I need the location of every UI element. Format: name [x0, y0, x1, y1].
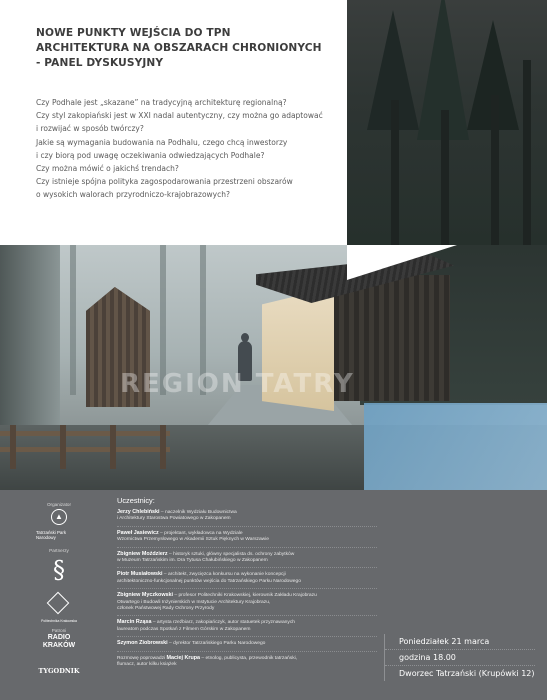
participants-list: [117, 496, 377, 675]
question-line: Czy styl zakopiański jest w XXI nadal autentyczny, czy można go adaptować: [36, 111, 323, 121]
participant-entry: [117, 530, 377, 548]
participant-entry: [117, 592, 377, 616]
question-line: Jakie są wymagania budowania na Podhalu, czego chcą inwestorzy: [36, 137, 288, 147]
event-time: godzina 18.00: [385, 650, 535, 666]
tygodnik-logo: TYGODNIK: [38, 667, 80, 675]
participant-entry: [117, 551, 377, 569]
poster-title: [36, 26, 336, 71]
participant-name: Szymon Ziobrowski: [117, 640, 168, 647]
participant-entry: [117, 619, 377, 637]
question-line: i czy biorą pod uwagę oczekiwania odwiedzających Podhale?: [36, 150, 265, 160]
patrons-label: Patroni: [51, 628, 67, 633]
participant-description: – profesor Politechniki Krakowskiej, kierownik Zakładu Krajobrazu Otwartego i Budowli Inżynierskich w Instytucie Architektury Krajobrazu, członek Państwowej Rady Ochrony Przyrody: [117, 593, 317, 612]
blue-overlay: [364, 403, 547, 490]
participant-name: Zbigniew Moździerz: [117, 550, 168, 557]
participant-name: Piotr Musiałowski: [117, 571, 163, 578]
participant-entry: [117, 571, 377, 589]
tpn-logo: [34, 508, 84, 540]
pk-logo: [34, 594, 84, 623]
sponsors-sidebar: [14, 490, 104, 700]
title-line: - PANEL DYSKUSYJNY: [36, 57, 164, 69]
participant-description: – architekt, zwycięzca konkursu na wykonanie koncepcji architektoniczno-funkcjonalnej punktów wejścia do Tatrzańskiego Parku Narodowego: [117, 572, 301, 584]
event-date: Poniedziałek 21 marca: [385, 634, 535, 650]
participant-name: Marcin Rząsa: [117, 619, 152, 626]
discussion-questions: [36, 96, 336, 202]
radio-logo-line: KRAKÓW: [42, 642, 76, 649]
watermark: REGION TATRY: [120, 369, 355, 399]
tpn-logo-text: Tatrzański Park Narodowy: [36, 529, 67, 540]
wooden-fence: [0, 425, 170, 469]
participant-description: – naczelnik Wydziału Budownictwa i Architektury Starostwa Powiatowego w Zakopanem: [117, 510, 237, 522]
sarp-logo: [34, 556, 84, 588]
moderator-entry: [117, 655, 377, 672]
title-line: ARCHITEKTURA NA OBSZARACH CHRONIONYCH: [36, 42, 322, 54]
organizer-label: Organizator: [46, 502, 71, 507]
participant-name: Jerzy Chlebiński: [117, 509, 160, 515]
radio-krakow-logo: [34, 634, 84, 650]
participant-description: – projektant, wykładowca na Wydziale Wzornictwa Przemysłowego w Akademii Sztuk Pięknych w Warszawie: [117, 530, 270, 543]
participants-heading: Uczestnicy:: [117, 496, 155, 505]
radio-logo-line: RADIO: [47, 634, 71, 641]
forest-photo: [347, 0, 547, 245]
question-line: Czy Podhale jest „skazane” na tradycyjną architekturę regionalną?: [36, 98, 287, 107]
participant-description: – artysta rzeźbiarz, zakopiańczyk, autor statuetek przyznawanych laureatom podczas Spotkań z Filmem Górskim w Zakopanem: [117, 620, 295, 632]
participant-entry: [117, 509, 377, 527]
participant-description: – historyk sztuki, główny specjalista ds. ochrony zabytków w Muzeum Tatrzańskim im. Dra Tytusa Chałubińskiego w Zakopanem: [117, 551, 295, 564]
tpn-emblem-icon: ▲: [51, 509, 67, 525]
participant-description: – dyrektor Tatrzańskiego Parku Narodowego: [168, 641, 266, 647]
architecture-visualization: [0, 245, 547, 490]
moderator-name: Maciej Krupa: [166, 654, 201, 661]
event-details: [384, 634, 535, 681]
question-line: i rozwijać w sposób twórczy?: [36, 124, 144, 134]
title-line: NOWE PUNKTY WEJŚCIA DO TPN: [36, 27, 231, 39]
question-line: Czy istnieje spójna polityka zagospodarowania przestrzeni obszarów: [36, 177, 293, 187]
participant-entry: [117, 640, 377, 651]
participant-name: Zbigniew Myczkowski: [117, 592, 174, 599]
info-section: [0, 490, 547, 700]
question-line: Czy można mówić o jakichś trendach?: [36, 164, 179, 174]
participant-name: Paweł Jasiewicz: [117, 529, 159, 536]
intro-panel: [0, 0, 346, 245]
partners-label: Partnerzy: [49, 548, 69, 553]
question-line: o wysokich walorach przyrodniczo-krajobrazowych?: [36, 190, 230, 200]
moderator-description: – etnolog, publicysta, przewodnik tatrzański, flumacz, autor kilku książek: [117, 655, 298, 668]
moderator-prefix: Rozmowę poprowadzi: [117, 655, 166, 661]
pk-logo-text: Politechnika Krakowska: [41, 618, 77, 623]
sarp-emblem-icon: §: [53, 556, 65, 584]
pk-emblem-icon: [46, 591, 69, 614]
event-place: Dworzec Tatrzański (Krupówki 12): [399, 669, 535, 678]
